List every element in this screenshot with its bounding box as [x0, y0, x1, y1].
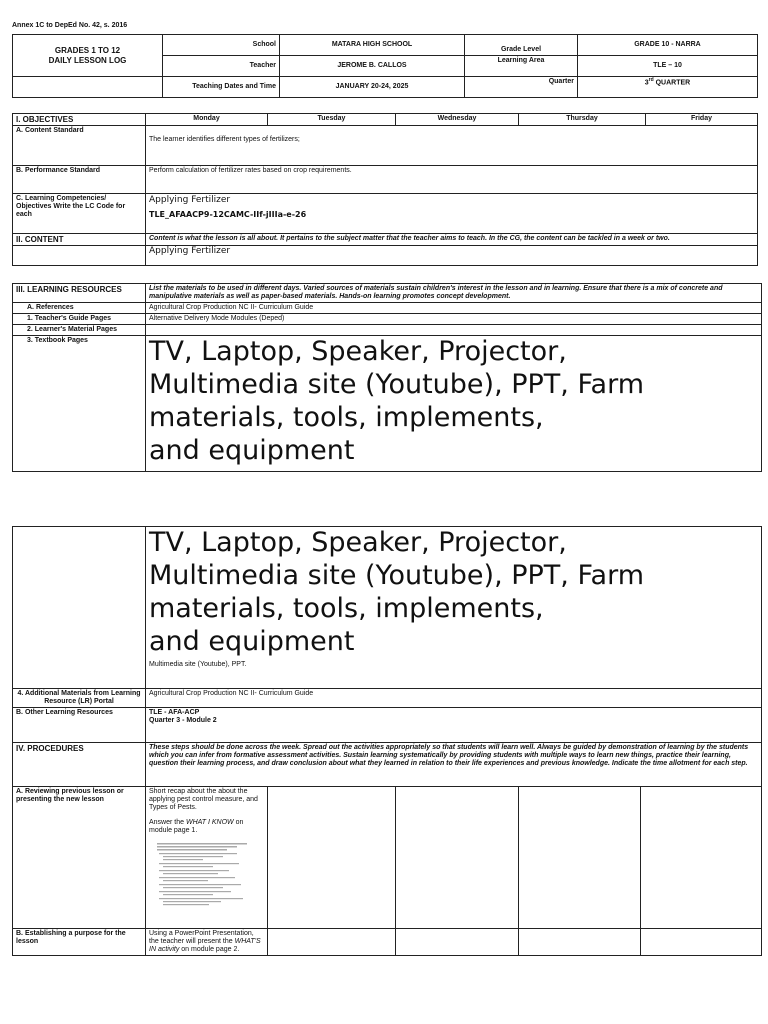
- school-value: MATARA HIGH SCHOOL: [280, 35, 465, 56]
- content-value: Applying Fertilizer: [146, 246, 758, 266]
- procedure-b-friday: [641, 929, 762, 956]
- procedure-b-text-pre: Using a PowerPoint Presentation, the teacher will present the: [149, 930, 254, 946]
- other-resources-line-2: Quarter 3 - Module 2: [149, 717, 217, 725]
- procedure-b-thursday: [519, 929, 641, 956]
- quarter-label: Quarter: [465, 77, 578, 98]
- teachers-guide-label: 1. Teacher's Guide Pages: [13, 314, 146, 325]
- additional-materials-value: Agricultural Crop Production NC II- Curriculum Guide: [146, 689, 762, 708]
- quarter-text: QUARTER: [653, 79, 691, 87]
- objectives-table: [12, 113, 758, 266]
- teachers-guide-value: Alternative Delivery Mode Modules (Deped): [146, 314, 762, 325]
- materials-continued-line-2: Multimedia site (Youtube), PPT, Farm: [149, 559, 644, 591]
- procedure-a-answer-post: on module page 1.: [149, 819, 244, 835]
- school-label: School: [163, 35, 280, 56]
- procedure-a-thursday: [519, 787, 641, 929]
- learners-material-value: [146, 325, 762, 336]
- day-friday: Friday: [646, 114, 758, 126]
- textbook-label: 3. Textbook Pages: [13, 336, 146, 472]
- materials-line-1: TV, Laptop, Speaker, Projector,: [149, 336, 567, 368]
- procedure-b-text-post: on module page 2.: [179, 946, 240, 954]
- procedure-a-friday: [641, 787, 762, 929]
- grade-level-label: Grade Level: [465, 35, 578, 56]
- procedure-b-monday: [146, 929, 268, 956]
- additional-materials-label: 4. Additional Materials from Learning Resource (LR) Portal: [13, 689, 146, 708]
- procedure-b-text-em: WHAT'S IN activity: [149, 938, 261, 954]
- learning-area-value: TLE – 10: [578, 56, 758, 77]
- day-monday: Monday: [146, 114, 268, 126]
- module-page-thumbnail: [153, 841, 260, 911]
- competencies-label: C. Learning Competencies/ Objectives Write the LC Code for each: [13, 194, 146, 234]
- performance-standard-label: B. Performance Standard: [13, 166, 146, 194]
- materials-small-note: Multimedia site (Youtube), PPT.: [149, 660, 247, 668]
- procedure-a-text: Short recap about the about the applying pest control measure, and Types of Pests.: [149, 788, 258, 812]
- other-resources-label: B. Other Learning Resources: [13, 708, 146, 743]
- quarter-value: [578, 77, 758, 98]
- other-resources-value: [146, 708, 762, 743]
- competency-code: TLE_AFAACP9-12CAMC-IIf-jIIIa-e-26: [149, 209, 307, 219]
- materials-label-cell: [13, 527, 146, 689]
- procedure-b-tuesday: [268, 929, 396, 956]
- log-title: [13, 35, 163, 77]
- resources-heading: III. LEARNING RESOURCES: [13, 284, 146, 303]
- materials-continued-line-4: and equipment: [149, 625, 355, 657]
- materials-line-2: Multimedia site (Youtube), PPT, Farm: [149, 369, 644, 401]
- resources-note: List the materials to be used in different days. Varied sources of materials sustain children's interest in the lesson and in learning. Ensure that there is a mix of concrete and manipulative materials as well as paper-based materials. Hands-on learning promotes concept development.: [146, 284, 762, 303]
- content-note: Content is what the lesson is all about. It pertains to the subject matter that the teacher aims to teach. In the CG, the content can be tackled in a week or two.: [146, 234, 758, 246]
- content-heading: II. CONTENT: [13, 234, 146, 246]
- continuation-table: [12, 526, 762, 956]
- learners-material-label: 2. Learner's Material Pages: [13, 325, 146, 336]
- learning-area-label: Learning Area: [465, 56, 578, 77]
- quarter-number: 3: [644, 79, 649, 87]
- materials-line-3: materials, tools, implements,: [149, 402, 544, 434]
- competencies-value: [146, 194, 758, 234]
- procedure-a-monday: [146, 787, 268, 929]
- teacher-value: JEROME B. CALLOS: [280, 56, 465, 77]
- textbook-materials: [146, 336, 762, 472]
- module-page-image: [153, 841, 253, 911]
- day-wednesday: Wednesday: [396, 114, 519, 126]
- other-resources-line-1: TLE - AFA-ACP: [149, 709, 200, 717]
- procedure-a-answer-pre: Answer the: [149, 819, 186, 827]
- quarter-suffix: rd: [648, 77, 654, 83]
- objectives-heading: I. OBJECTIVES: [13, 114, 146, 126]
- teacher-label: Teacher: [163, 56, 280, 77]
- procedures-heading: IV. PROCEDURES: [13, 743, 146, 787]
- resources-table: [12, 283, 762, 472]
- materials-continued: [146, 527, 762, 689]
- materials-line-4: and equipment: [149, 435, 355, 467]
- procedure-a-answer-em: WHAT I KNOW: [185, 819, 234, 827]
- day-tuesday: Tuesday: [268, 114, 396, 126]
- day-thursday: Thursday: [519, 114, 646, 126]
- performance-standard-value: Perform calculation of fertilizer rates based on crop requirements.: [146, 166, 758, 194]
- header-table: [12, 34, 758, 98]
- materials-continued-line-1: TV, Laptop, Speaker, Projector,: [149, 527, 567, 558]
- procedure-a-answer: [149, 819, 264, 835]
- procedure-a-tuesday: [268, 787, 396, 929]
- procedure-a-label: A. Reviewing previous lesson or presenting the new lesson: [13, 787, 146, 929]
- log-title-line-1: GRADES 1 TO 12: [54, 46, 121, 56]
- procedures-note: These steps should be done across the week. Spread out the activities appropriately so that students will learn well. Always be guided by demonstration of learning by the students which you can infer from formative assessment activities. Sustain learning systematically by providing students with multiple ways to learn new things, practice their learning, question their learning process, and draw conclusion about what they learned in relation to their life experiences and previous knowledge. Indicate the time allotment for each step.: [146, 743, 762, 787]
- content-spacer: [13, 246, 146, 266]
- grade-level-value: GRADE 10 - NARRA: [578, 35, 758, 56]
- dates-label: Teaching Dates and Time: [163, 77, 280, 98]
- references-label: A. References: [13, 303, 146, 314]
- annex-reference: Annex 1C to DepEd No. 42, s. 2016: [12, 22, 128, 29]
- content-standard-label: A. Content Standard: [13, 126, 146, 166]
- dates-value: JANUARY 20-24, 2025: [280, 77, 465, 98]
- references-value: Agricultural Crop Production NC II- Curriculum Guide: [146, 303, 762, 314]
- procedure-b-wednesday: [396, 929, 519, 956]
- content-standard-text: The learner identifies different types of fertilizers;: [149, 136, 300, 144]
- log-title-line-2: DAILY LESSON LOG: [48, 55, 127, 65]
- procedure-a-wednesday: [396, 787, 519, 929]
- log-title-spacer: [13, 77, 163, 98]
- procedure-b-label: B. Establishing a purpose for the lesson: [13, 929, 146, 956]
- competency-title: Applying Fertilizer: [149, 195, 231, 206]
- content-standard-value: [146, 126, 758, 166]
- materials-continued-line-3: materials, tools, implements,: [149, 592, 544, 624]
